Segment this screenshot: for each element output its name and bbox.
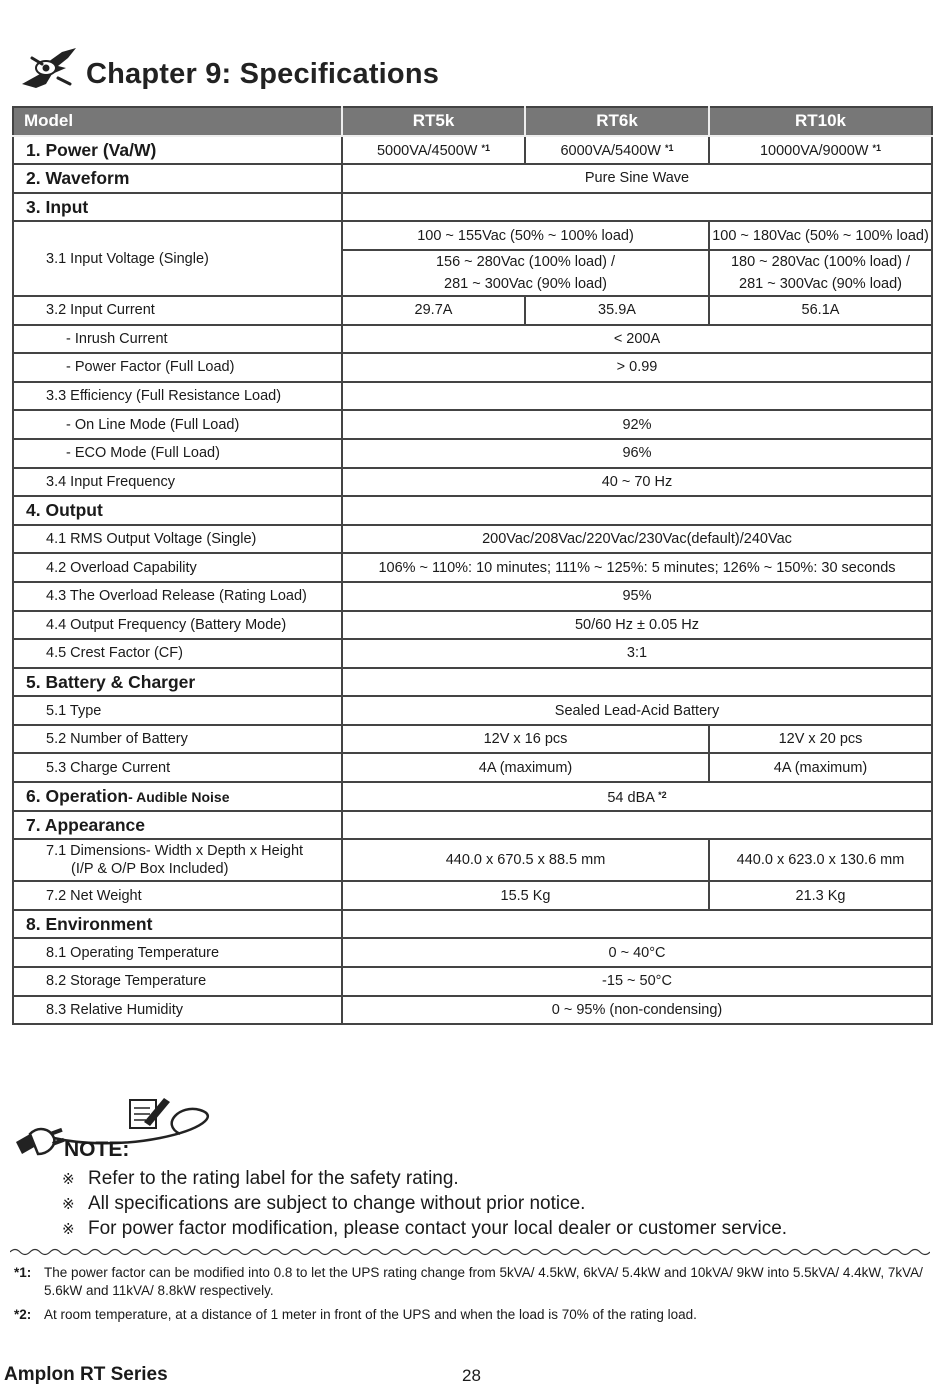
cell-input-voltage-rt5-6-high: 100 ~ 155Vac (50% ~ 100% load) xyxy=(342,221,709,250)
cell-input-current-rt5k: 29.7A xyxy=(342,296,525,325)
row-label-relative-humidity: 8.3 Relative Humidity xyxy=(13,996,342,1025)
table-row xyxy=(13,193,932,222)
cell-output-frequency: 50/60 Hz ± 0.05 Hz xyxy=(342,611,932,640)
section-input: 3. Input xyxy=(13,193,342,222)
row-label-input-voltage: 3.1 Input Voltage (Single) xyxy=(13,221,342,296)
row-label-output-frequency: 4.4 Output Frequency (Battery Mode) xyxy=(13,611,342,640)
cell-power-rt6k: 6000VA/5400W $^{*1}$ xyxy=(525,136,709,165)
table-row xyxy=(13,938,932,967)
table-row xyxy=(13,410,932,439)
cell-input-voltage-rt5-6-low: 156 ~ 280Vac (100% load) / 281 ~ 300Vac (90% load) xyxy=(342,250,709,296)
row-label-battery-type: 5.1 Type xyxy=(13,696,342,725)
cell-input-current-rt10k: 56.1A xyxy=(709,296,932,325)
table-row xyxy=(13,353,932,382)
table-row xyxy=(13,525,932,554)
table-row xyxy=(13,582,932,611)
cell-power-rt10k: 10000VA/9000W $^{*1}$ xyxy=(709,136,932,165)
table-row xyxy=(13,296,932,325)
cell-audible-noise: 54 dBA $^{*2}$ xyxy=(342,782,932,811)
cell-waveform: Pure Sine Wave xyxy=(342,164,932,193)
cell-rms-voltage: 200Vac/208Vac/220Vac/230Vac(default)/240Vac xyxy=(342,525,932,554)
cell-net-weight-rt10k: 21.3 Kg xyxy=(709,881,932,910)
table-row xyxy=(13,811,932,840)
cell-crest-factor: 3:1 xyxy=(342,639,932,668)
row-label-overload: 4.2 Overload Capability xyxy=(13,553,342,582)
table-row xyxy=(13,725,932,754)
cell-charge-current-rt5-6: 4A (maximum) xyxy=(342,753,709,782)
chapter-logo-icon xyxy=(18,44,82,96)
cell-input-voltage-rt10-high: 100 ~ 180Vac (50% ~ 100% load) xyxy=(709,221,932,250)
cell-battery-number-rt10k: 12V x 20 pcs xyxy=(709,725,932,754)
row-label-operating-temperature: 8.1 Operating Temperature xyxy=(13,938,342,967)
note-section xyxy=(10,1094,930,1244)
table-row xyxy=(13,468,932,497)
specifications-table xyxy=(12,106,933,1025)
row-label-crest-factor: 4.5 Crest Factor (CF) xyxy=(13,639,342,668)
wavy-divider xyxy=(10,1245,930,1259)
section-output: 4. Output xyxy=(13,496,342,525)
cell-power-factor: > 0.99 xyxy=(342,353,932,382)
table-row xyxy=(13,439,932,468)
footnote-1: *1: The power factor can be modified into 0.8 to let the UPS rating change from 5kVA/ 4.5kW, 6kVA/ 5.4kW and 10kVA/ 9kW into 5.5kVA/ 4.4kW, 7kVA/ 5.6kW and 11kVA/ 8.8kW respectively. xyxy=(14,1265,923,1298)
row-label-input-frequency: 3.4 Input Frequency xyxy=(13,468,342,497)
row-label-rms-voltage: 4.1 RMS Output Voltage (Single) xyxy=(13,525,342,554)
table-row xyxy=(13,782,932,811)
column-header-rt6k: RT6k xyxy=(525,107,709,136)
row-label-power: 1. Power (Va/W) xyxy=(13,136,342,165)
list-item: ※ All specifications are subject to change without prior notice. xyxy=(62,1193,586,1214)
cell-inrush: < 200A xyxy=(342,325,932,354)
table-row xyxy=(13,839,932,881)
list-item: ※ For power factor modification, please contact your local dealer or customer service. xyxy=(62,1218,788,1239)
table-row xyxy=(13,881,932,910)
table-row xyxy=(13,753,932,782)
cell-overload-release: 95% xyxy=(342,582,932,611)
cell-dimensions-rt10k: 440.0 x 623.0 x 130.6 mm xyxy=(709,839,932,881)
row-label-inrush: - Inrush Current xyxy=(13,325,342,354)
row-label-net-weight: 7.2 Net Weight xyxy=(13,881,342,910)
row-label-online-mode: - On Line Mode (Full Load) xyxy=(13,410,342,439)
note-title: NOTE: xyxy=(64,1138,130,1161)
table-row xyxy=(13,611,932,640)
table-row xyxy=(13,553,932,582)
row-label-efficiency: 3.3 Efficiency (Full Resistance Load) xyxy=(13,382,342,411)
section-operation: 6. Operation- Audible Noise xyxy=(13,782,342,811)
row-label-waveform: 2. Waveform xyxy=(13,164,342,193)
row-label-input-current: 3.2 Input Current xyxy=(13,296,342,325)
table-row xyxy=(13,696,932,725)
footnote-2: *2: At room temperature, at a distance of 1 meter in front of the UPS and when the load is 70% of the rating load. xyxy=(14,1307,697,1322)
cell-eco-mode: 96% xyxy=(342,439,932,468)
cell-battery-type: Sealed Lead-Acid Battery xyxy=(342,696,932,725)
cell-input-voltage-rt10-low: 180 ~ 280Vac (100% load) / 281 ~ 300Vac (90% load) xyxy=(709,250,932,296)
section-environment: 8. Environment xyxy=(13,910,342,939)
cell-overload: 106% ~ 110%: 10 minutes; 111% ~ 125%: 5 minutes; 126% ~ 150%: 30 seconds xyxy=(342,553,932,582)
table-row xyxy=(13,996,932,1025)
cell-relative-humidity: 0 ~ 95% (non-condensing) xyxy=(342,996,932,1025)
column-header-model: Model xyxy=(13,107,342,136)
row-label-eco-mode: - ECO Mode (Full Load) xyxy=(13,439,342,468)
note-list xyxy=(62,1166,787,1241)
table-row xyxy=(13,639,932,668)
footnotes xyxy=(12,1264,932,1330)
cell-net-weight-rt5-6: 15.5 Kg xyxy=(342,881,709,910)
cell-charge-current-rt10k: 4A (maximum) xyxy=(709,753,932,782)
cell-online-mode: 92% xyxy=(342,410,932,439)
table-row xyxy=(13,136,932,165)
row-label-overload-release: 4.3 The Overload Release (Rating Load) xyxy=(13,582,342,611)
cell-operating-temperature: 0 ~ 40°C xyxy=(342,938,932,967)
cell-storage-temperature: -15 ~ 50°C xyxy=(342,967,932,996)
table-row xyxy=(13,164,932,193)
row-label-storage-temperature: 8.2 Storage Temperature xyxy=(13,967,342,996)
page-number: 28 xyxy=(462,1366,481,1385)
table-row xyxy=(13,967,932,996)
row-label-dimensions: 7.1 Dimensions- Width x Depth x Height (I/P & O/P Box Included) xyxy=(13,839,342,881)
table-row xyxy=(13,382,932,411)
cell-power-rt5k: 5000VA/4500W $^{*1}$ xyxy=(342,136,525,165)
row-label-power-factor: - Power Factor (Full Load) xyxy=(13,353,342,382)
cell-input-frequency: 40 ~ 70 Hz xyxy=(342,468,932,497)
section-battery: 5. Battery & Charger xyxy=(13,668,342,697)
row-label-charge-current: 5.3 Charge Current xyxy=(13,753,342,782)
table-header-row xyxy=(13,107,932,136)
column-header-rt5k: RT5k xyxy=(342,107,525,136)
table-row xyxy=(13,496,932,525)
footer-series: Amplon RT Series xyxy=(4,1364,168,1385)
cell-input-current-rt6k: 35.9A xyxy=(525,296,709,325)
column-header-rt10k: RT10k xyxy=(709,107,932,136)
page-title: Chapter 9: Specifications xyxy=(86,58,440,90)
cell-dimensions-rt5-6: 440.0 x 670.5 x 88.5 mm xyxy=(342,839,709,881)
section-appearance: 7. Appearance xyxy=(13,811,342,840)
row-label-battery-number: 5.2 Number of Battery xyxy=(13,725,342,754)
table-row xyxy=(13,325,932,354)
table-row xyxy=(13,221,932,250)
cell-battery-number-rt5-6: 12V x 16 pcs xyxy=(342,725,709,754)
table-row xyxy=(13,668,932,697)
table-row xyxy=(13,910,932,939)
list-item: ※ Refer to the rating label for the safety rating. xyxy=(62,1168,459,1189)
